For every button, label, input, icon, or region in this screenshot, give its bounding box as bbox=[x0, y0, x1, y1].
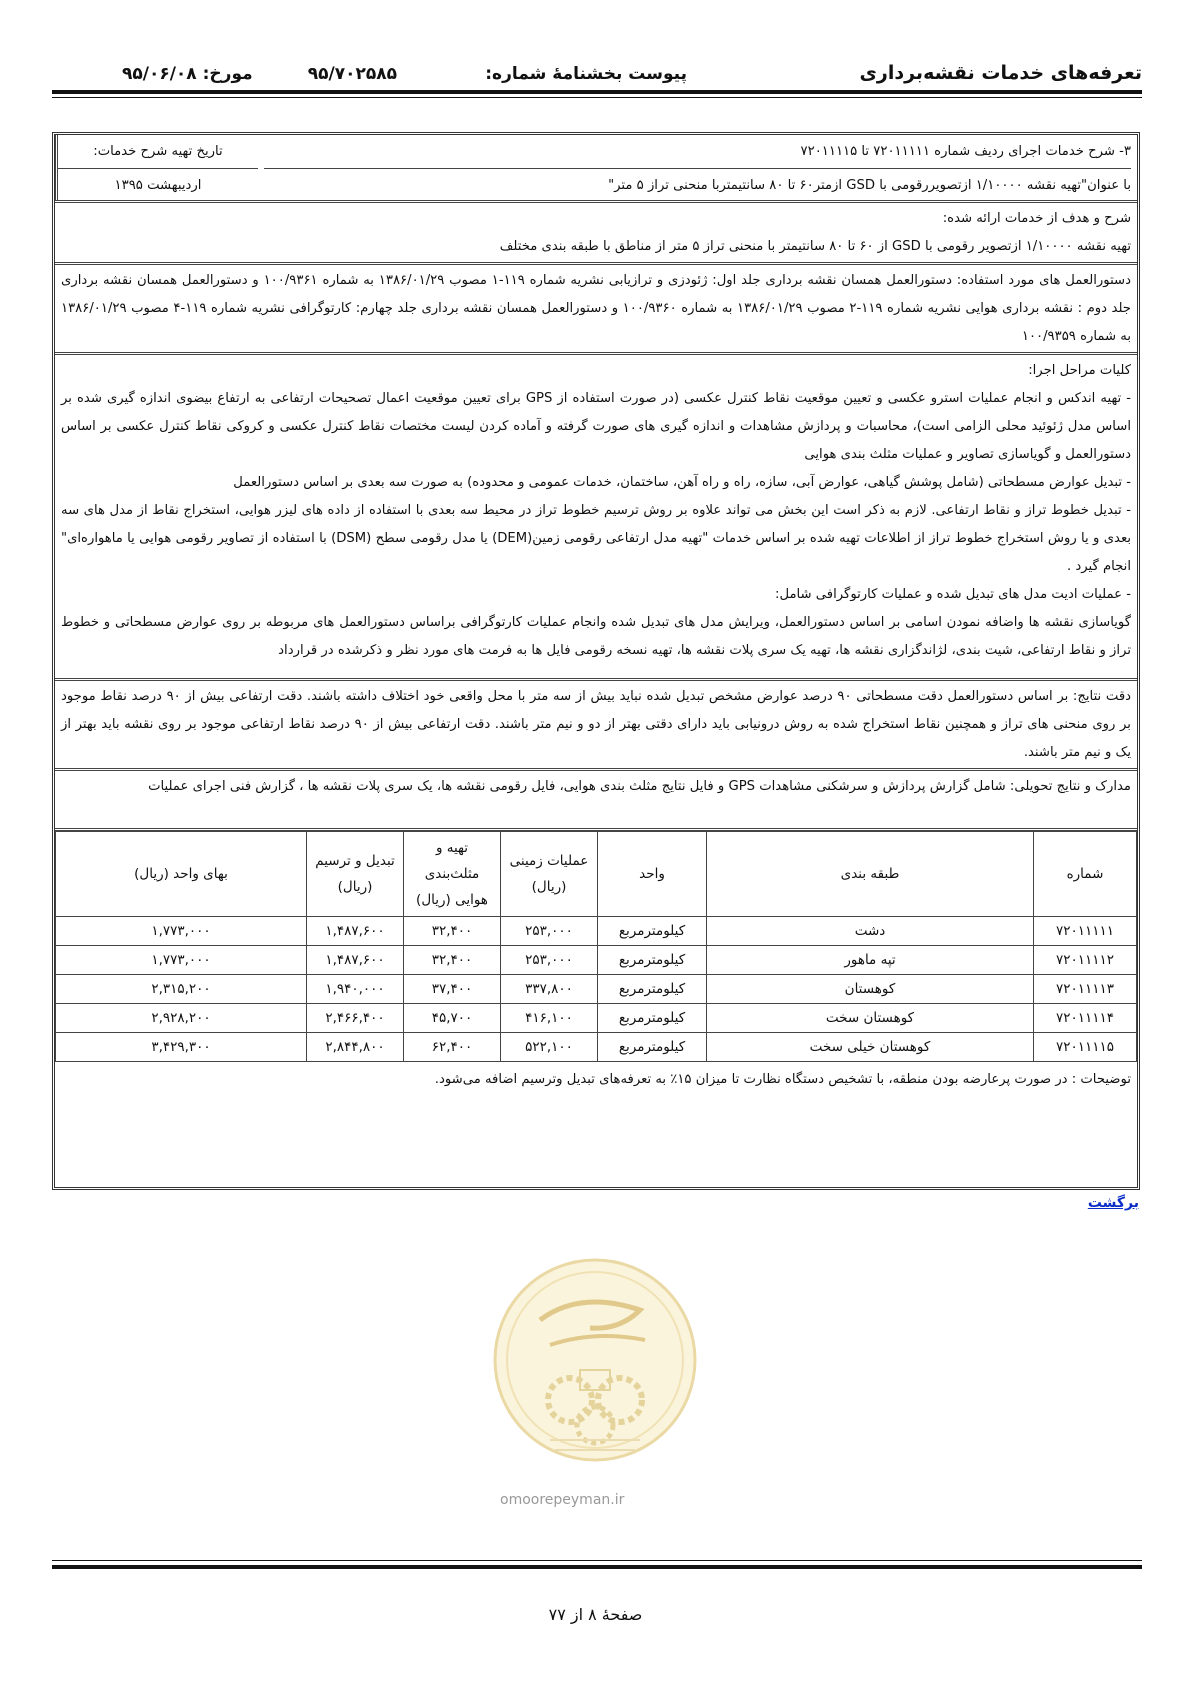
col-header-drawing: تبدیل و ترسیم (ریال) bbox=[307, 832, 404, 917]
col-header-category: طبقه بندی bbox=[707, 832, 1034, 917]
col-header-unit: واحد bbox=[598, 832, 707, 917]
cell-price: ۱,۷۷۳,۰۰۰ bbox=[56, 917, 307, 946]
table-note: توضیحات : در صورت پرعارضه بودن منطقه، با تشخیص دستگاه نظارت تا میزان ۱۵٪ به تعرفه‌های تبدیل وترسیم اضافه می‌شود. bbox=[434, 1072, 1131, 1087]
cell-category: کوهستان سخت bbox=[707, 1004, 1034, 1033]
cell-aerial: ۳۲,۴۰۰ bbox=[404, 946, 501, 975]
service-title-cell bbox=[258, 135, 1137, 200]
cell-unit: کیلومترمربع bbox=[598, 1033, 707, 1062]
cell-price: ۳,۴۲۹,۳۰۰ bbox=[56, 1033, 307, 1062]
cell-aerial: ۳۷,۴۰۰ bbox=[404, 975, 501, 1004]
cell-drawing: ۱,۴۸۷,۶۰۰ bbox=[307, 946, 404, 975]
cell-price: ۱,۷۷۳,۰۰۰ bbox=[56, 946, 307, 975]
cell-category: تپه ماهور bbox=[707, 946, 1034, 975]
cell-drawing: ۲,۸۴۴,۸۰۰ bbox=[307, 1033, 404, 1062]
objective-text: تهیه نقشه ۱/۱۰۰۰۰ ازتصویر رقومی با GSD از ۶۰ تا ۸۰ سانتیمتر با منحنی تراز ۵ متر از مناطق با طبقه بندی مختلف bbox=[499, 239, 1131, 254]
service-title-line: با عنوان"تهیه نقشه ۱/۱۰۰۰۰ ازتصویررقومی با GSD ازمتر۶۰ تا ۸۰ سانتیمتربا منحنی تراز ۵ متر" bbox=[608, 178, 1131, 193]
watermark-logo-icon bbox=[470, 1250, 720, 1490]
service-description-frame bbox=[52, 132, 1140, 1190]
cell-category: کوهستان bbox=[707, 975, 1034, 1004]
table-row bbox=[56, 975, 1137, 1004]
accuracy-section: دقت نتایج: بر اساس دستورالعمل دقت مسطحاتی ۹۰ درصد عوارض مشخص تبدیل شده نباید بیش از سه متر با محل واقعی خود اختلاف داشته باشند. دقت ارتفاعی بیش از ۹۰ درصد نقاط موجود بر روی منحنی های تراز و همچنین نقاط استخراج شده به روش درونیابی باید دارای دقتی بهتر از دو و نیم متر باشند. دقت ارتفاعی بیش از ۹۰ درصد نقاط ارتفاعی موجود بر روی نقشه باید بهتر از یک و نیم متر باشند. bbox=[55, 681, 1137, 771]
watermark-site: omoorepeyman.ir bbox=[500, 1492, 625, 1508]
cell-ground: ۴۱۶,۱۰۰ bbox=[501, 1004, 598, 1033]
steps-label: کلیات مراحل اجرا: bbox=[1028, 363, 1131, 378]
service-row-line: ۳- شرح خدمات اجرای ردیف شماره ۷۲۰۱۱۱۱۱ تا ۷۲۰۱۱۱۱۵ bbox=[264, 135, 1131, 169]
table-row bbox=[56, 1033, 1137, 1062]
cell-ground: ۵۲۲,۱۰۰ bbox=[501, 1033, 598, 1062]
cell-unit: کیلومترمربع bbox=[598, 917, 707, 946]
deliverables-section: مدارک و نتایج تحویلی: شامل گزارش پردازش و سرشکنی مشاهدات GPS و فایل نتایج مثلث بندی هوایی، فایل رقومی نقشه ها، یک سری پلات نقشه ها ، گزارش فنی اجرای عملیات bbox=[55, 771, 1137, 831]
cell-aerial: ۶۲,۴۰۰ bbox=[404, 1033, 501, 1062]
cell-category: کوهستان خیلی سخت bbox=[707, 1033, 1034, 1062]
cell-unit: کیلومترمربع bbox=[598, 1004, 707, 1033]
cell-price: ۲,۳۱۵,۲۰۰ bbox=[56, 975, 307, 1004]
circular-date: مورخ: ۹۵/۰۶/۰۸ bbox=[122, 64, 253, 84]
cell-ground: ۲۵۳,۰۰۰ bbox=[501, 917, 598, 946]
col-header-ground: عملیات زمینی (ریال) bbox=[501, 832, 598, 917]
service-title-row bbox=[55, 135, 1137, 203]
back-link[interactable]: برگشت bbox=[1087, 1195, 1139, 1211]
cell-code: ۷۲۰۱۱۱۱۳ bbox=[1034, 975, 1137, 1004]
table-row bbox=[56, 1004, 1137, 1033]
step-2: - تبدیل عوارض مسطحاتی (شامل پوشش گیاهی، عوارض آبی، سازه، راه و راه آهن، ساختمان، خدمات عمومی و محدوده) به صورت سه بعدی بر اساس دستورالعمل bbox=[233, 475, 1131, 490]
step-5: گویاسازی نقشه ها واضافه نمودن اسامی بر اساس دستورالعمل، ویرایش مدل های تبدیل شده وانجام عملیات کارتوگرافی براساس دستورالعمل های مربوطه بر روی عوارض مسطحاتی و خطوط تراز و نقاط ارتفاعی، شیت بندی، لژاندگزاری نقشه ها، تهیه یک سری پلات نقشه ها، تهیه نسخه رقومی فایل ها به فرمت های مورد نظر و ذکرشده در قرارداد bbox=[61, 615, 1131, 658]
circular-label: پیوست بخشنامۀ شماره: bbox=[485, 64, 687, 84]
table-row bbox=[56, 946, 1137, 975]
service-date-label: تاریخ تهیه شرح خدمات: bbox=[58, 135, 258, 169]
header-rule-thin bbox=[52, 97, 1142, 98]
cell-price: ۲,۹۲۸,۲۰۰ bbox=[56, 1004, 307, 1033]
document-title: تعرفه‌های خدمات نقشه‌برداری bbox=[859, 62, 1142, 84]
header-rule bbox=[52, 90, 1142, 94]
cell-unit: کیلومترمربع bbox=[598, 946, 707, 975]
page-number: صفحۀ ۸ از ۷۷ bbox=[548, 1605, 643, 1624]
cell-ground: ۲۵۳,۰۰۰ bbox=[501, 946, 598, 975]
cell-drawing: ۲,۴۶۶,۴۰۰ bbox=[307, 1004, 404, 1033]
cell-code: ۷۲۰۱۱۱۱۴ bbox=[1034, 1004, 1137, 1033]
service-date-value: اردیبهشت ۱۳۹۵ bbox=[114, 178, 202, 193]
step-1: - تهیه اندکس و انجام عملیات استرو عکسی و تعیین موقعیت نقاط کنترل عکسی (در صورت استفاده از GPS برای تعیین موقعیت اعمال تصحیحات ارتفاعی به ارتفاع بیضوی اندازه گیری شده بر اساس مدل ژئوئید محلی الزامی است)، محاسبات و پردازش مشاهدات و اندازه گیری های صورت گرفته و آماده کردن لیست مختصات نقاط کنترل عکسی و کروکی نقاط کنترل عکسی بر اساس دستورالعمل و گویاسازی تصاویر و عملیات مثلث بندی هوایی bbox=[61, 391, 1132, 462]
table-header-row bbox=[56, 832, 1137, 917]
col-header-code: شماره bbox=[1034, 832, 1137, 917]
cell-aerial: ۳۲,۴۰۰ bbox=[404, 917, 501, 946]
cell-code: ۷۲۰۱۱۱۱۵ bbox=[1034, 1033, 1137, 1062]
table-row bbox=[56, 917, 1137, 946]
circular-number: ۹۵/۷۰۲۵۸۵ bbox=[307, 64, 397, 84]
standards-section: دستورالعمل های مورد استفاده: دستورالعمل همسان نقشه برداری جلد اول: ژئودزی و ترازیابی نشریه شماره ۱۱۹-۱ مصوب ۱۳۸۶/۰۱/۲۹ به شماره ۱۰۰/۹۳۶۱ و دستورالعمل همسان نقشه برداری جلد دوم : نقشه برداری هوایی نشریه شماره ۱۱۹-۲ مصوب ۱۳۸۶/۰۱/۲۹ به شماره ۱۰۰/۹۳۶۰ و دستورالعمل همسان نقشه برداری جلد چهارم: کارتوگرافی نشریه شماره ۱۱۹-۴ مصوب ۱۳۸۶/۰۱/۲۹ به شماره ۱۰۰/۹۳۵۹ bbox=[55, 265, 1137, 355]
col-header-aerial: تهیه و مثلث‌بندی هوایی (ریال) bbox=[404, 832, 501, 917]
steps-section bbox=[55, 355, 1137, 681]
footer-rule-thin bbox=[52, 1560, 1142, 1561]
cell-unit: کیلومترمربع bbox=[598, 975, 707, 1004]
objective-section bbox=[55, 203, 1137, 265]
footer-rule bbox=[52, 1565, 1142, 1569]
cell-category: دشت bbox=[707, 917, 1034, 946]
cell-ground: ۳۳۷,۸۰۰ bbox=[501, 975, 598, 1004]
objective-label: شرح و هدف از خدمات ارائه شده: bbox=[942, 211, 1131, 226]
rates-table bbox=[55, 831, 1137, 1062]
step-3: - تبدیل خطوط تراز و نقاط ارتفاعی. لازم به ذکر است این بخش می تواند علاوه بر روش ترسیم خطوط تراز در محیط سه بعدی با استفاده از داده های لیزر هوایی، استخراج نقاط از مدل های سه بعدی و یا روش استخراج خطوط تراز از اطلاعات تهیه شده بر اساس خدمات "تهیه مدل ارتفاعی رقومی زمین(DEM) یا مدل رقومی سطح (DSM) با استفاده از تصاویر رقومی هوایی یا ماهواره‌ای" انجام گیرد . bbox=[61, 503, 1132, 574]
cell-aerial: ۴۵,۷۰۰ bbox=[404, 1004, 501, 1033]
cell-code: ۷۲۰۱۱۱۱۲ bbox=[1034, 946, 1137, 975]
cell-drawing: ۱,۹۴۰,۰۰۰ bbox=[307, 975, 404, 1004]
col-header-price: بهای واحد (ریال) bbox=[56, 832, 307, 917]
cell-code: ۷۲۰۱۱۱۱۱ bbox=[1034, 917, 1137, 946]
cell-drawing: ۱,۴۸۷,۶۰۰ bbox=[307, 917, 404, 946]
step-4: - عملیات ادیت مدل های تبدیل شده و عملیات کارتوگرافی شامل: bbox=[775, 587, 1131, 602]
service-date-cell bbox=[55, 135, 258, 200]
